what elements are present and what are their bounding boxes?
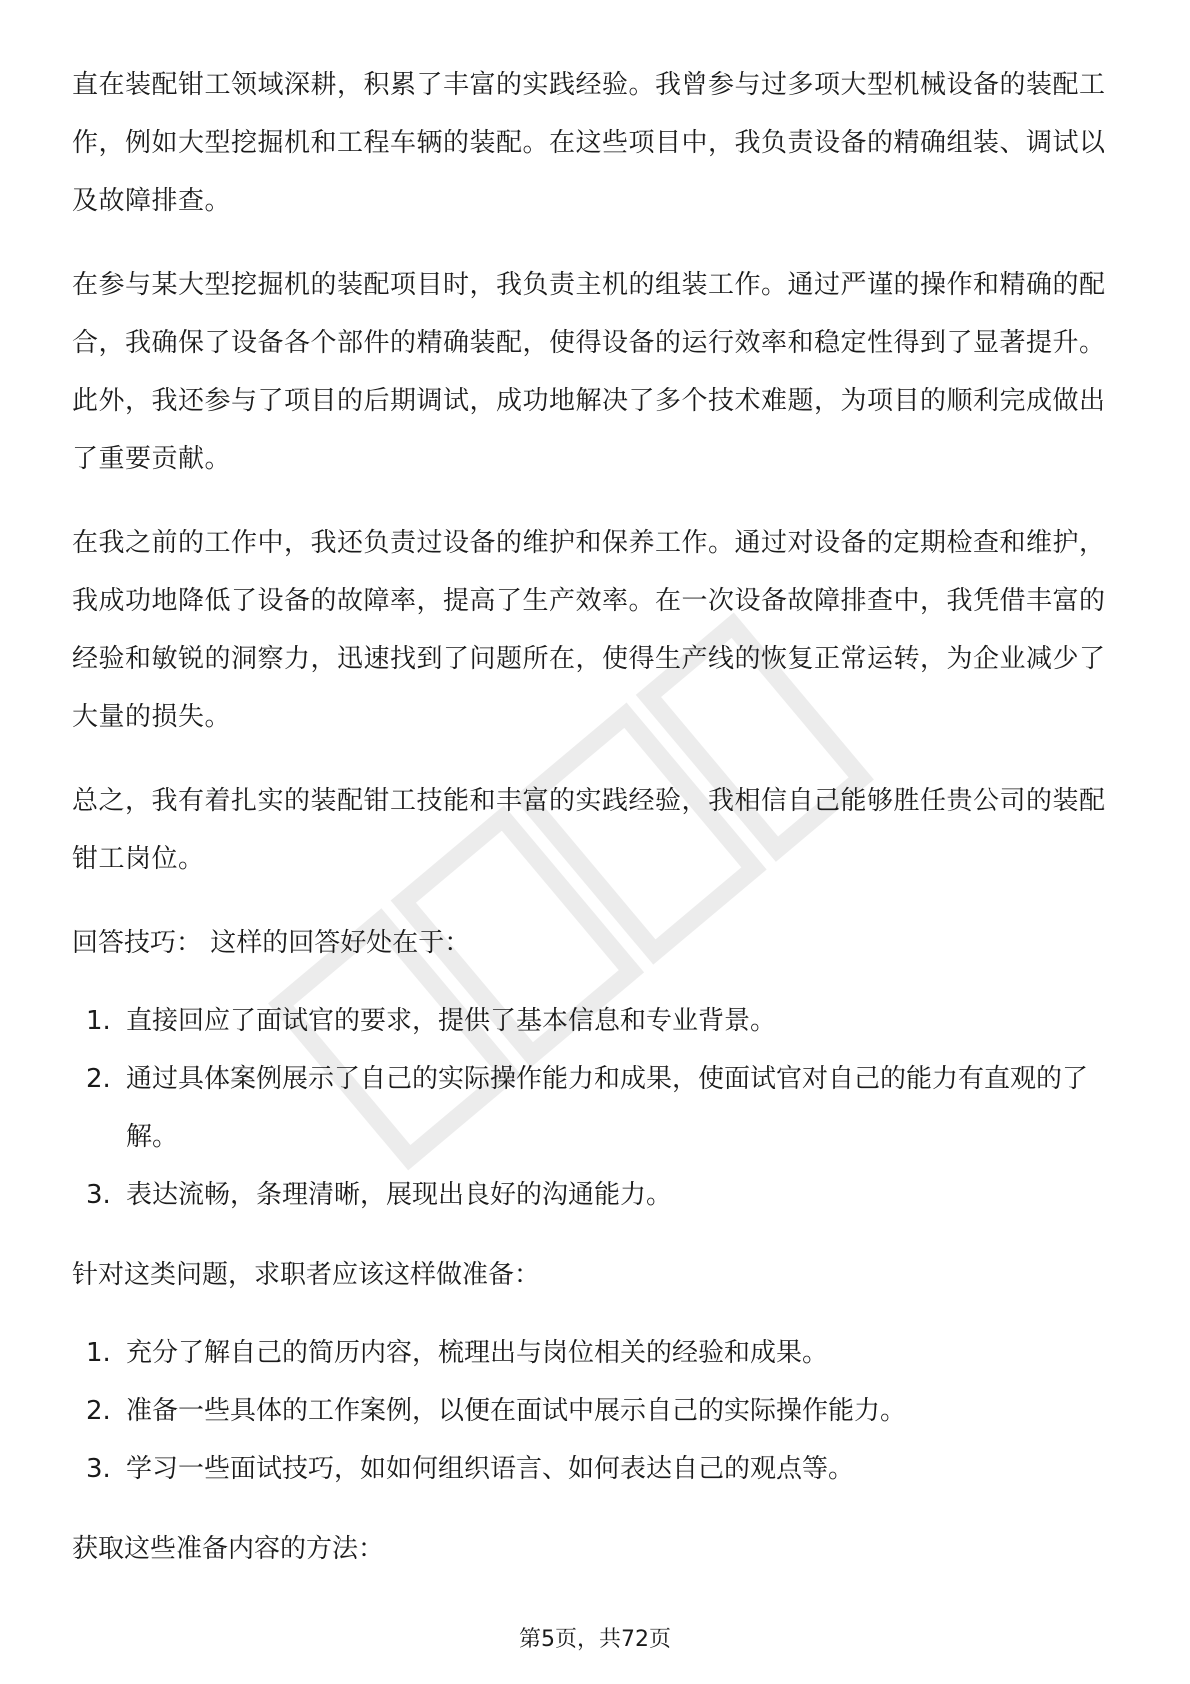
- method-heading: 获取这些准备内容的方法：: [72, 1534, 385, 1564]
- list-item: 2. 准备一些具体的工作案例，以便在面试中展示自己的实际操作能力。: [86, 1396, 907, 1426]
- prep-list: [72, 1324, 1118, 1498]
- tips-list: [72, 992, 1118, 1224]
- page-number: 第5页，共72页: [519, 1627, 671, 1652]
- paragraph-intro: 直在装配钳工领域深耕，积累了丰富的实践经验。我曾参与过多项大型机械设备的装配工作，例如大型挖掘机和工程车辆的装配。在这些项目中，我负责设备的精确组装、调试以及故障排查。: [72, 70, 1106, 216]
- list-item: 1. 充分了解自己的简历内容，梳理出与岗位相关的经验和成果。: [86, 1338, 829, 1368]
- document-page: [72, 56, 1118, 1598]
- list-item: 2. 通过具体案例展示了自己的实际操作能力和成果，使面试官对自己的能力有直观的了解。: [86, 1064, 1089, 1152]
- list-item: 1. 直接回应了面试官的要求，提供了基本信息和专业背景。: [86, 1006, 777, 1036]
- paragraph-maintenance: 在我之前的工作中，我还负责过设备的维护和保养工作。通过对设备的定期检查和维护，我成功地降低了设备的故障率，提高了生产效率。在一次设备故障排查中，我凭借丰富的经验和敏锐的洞察力，迅速找到了问题所在，使得生产线的恢复正常运转，为企业减少了大量的损失。: [72, 528, 1106, 732]
- list-item: 3. 表达流畅，条理清晰，展现出良好的沟通能力。: [86, 1180, 673, 1210]
- paragraph-conclusion: 总之，我有着扎实的装配钳工技能和丰富的实践经验，我相信自己能够胜任贵公司的装配钳工岗位。: [72, 786, 1106, 874]
- tips-heading: 回答技巧： 这样的回答好处在于：: [72, 928, 471, 958]
- prep-heading: 针对这类问题，求职者应该这样做准备：: [72, 1260, 541, 1290]
- list-item: 3. 学习一些面试技巧，如如何组织语言、如何表达自己的观点等。: [86, 1454, 855, 1484]
- paragraph-excavator-project: 在参与某大型挖掘机的装配项目时，我负责主机的组装工作。通过严谨的操作和精确的配合，我确保了设备各个部件的精确装配，使得设备的运行效率和稳定性得到了显著提升。此外，我还参与了项目的后期调试，成功地解决了多个技术难题，为项目的顺利完成做出了重要贡献。: [72, 270, 1106, 474]
